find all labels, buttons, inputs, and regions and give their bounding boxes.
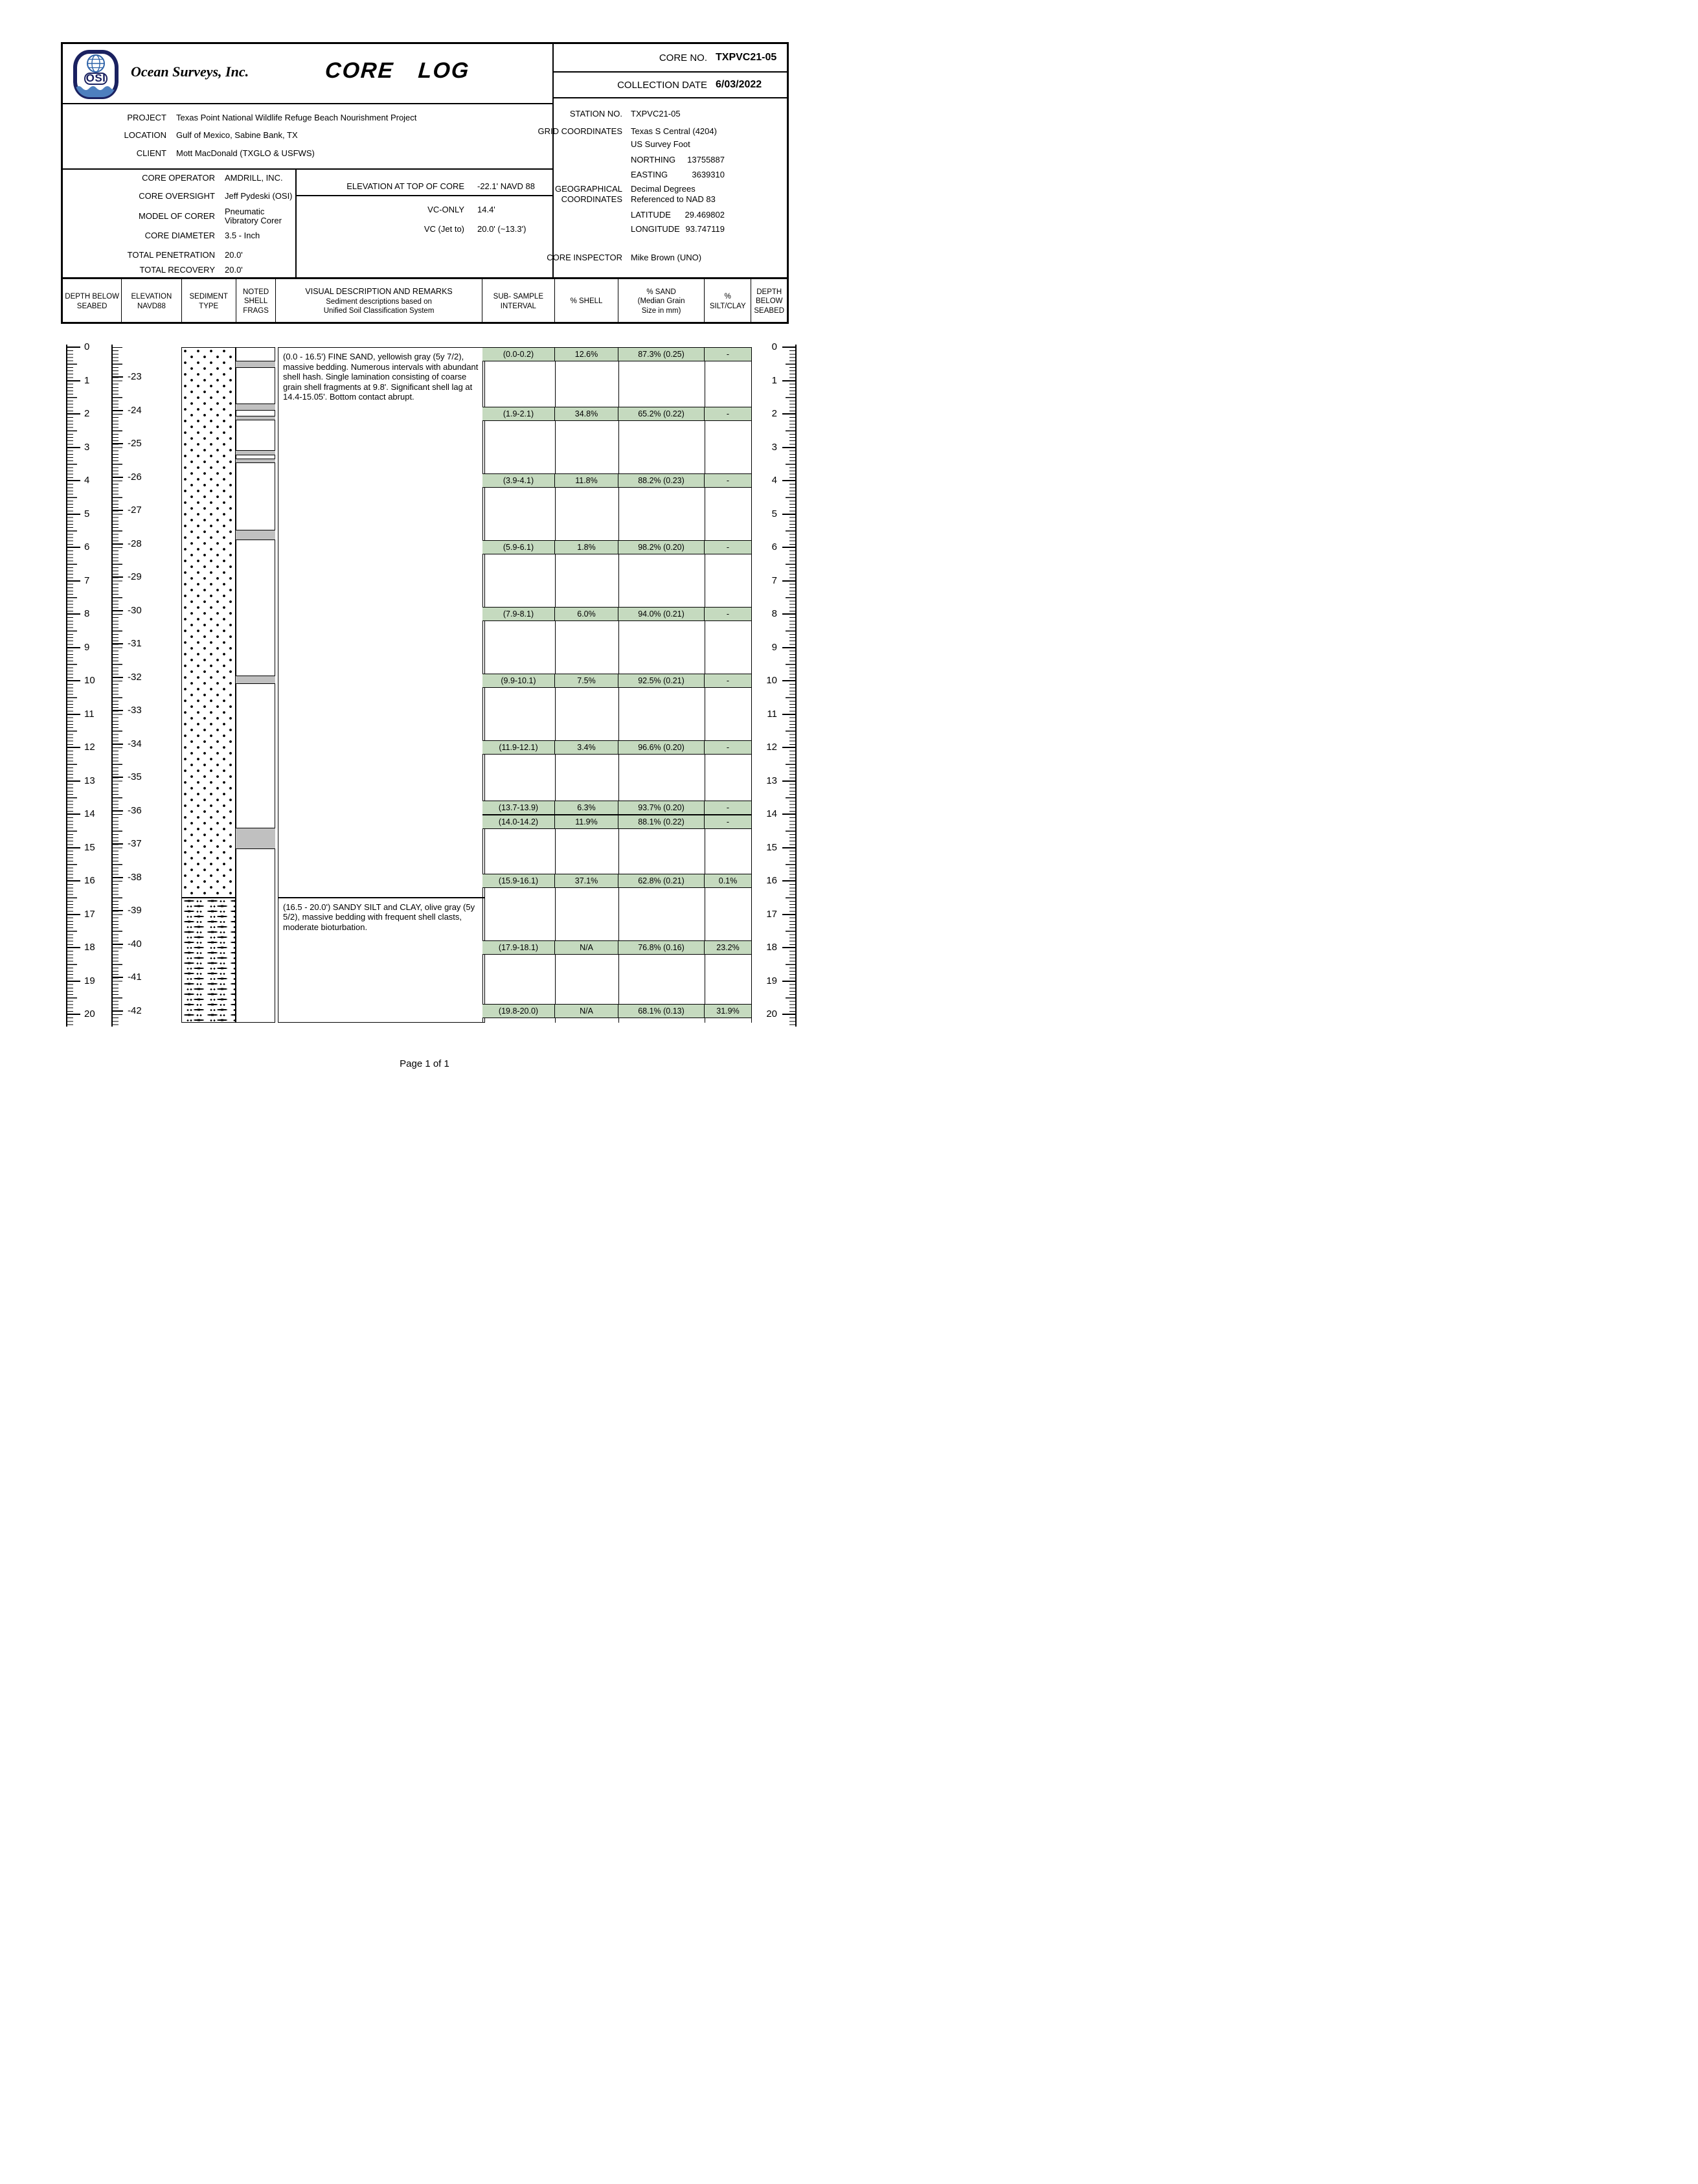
sample-shell-1: 12.6%	[555, 348, 618, 361]
core-diameter-label: CORE DIAMETER	[144, 231, 215, 240]
depth-right-tick-10	[782, 680, 795, 681]
depth-ruler-right-half-ticks	[786, 347, 795, 1025]
elevation-label--42: -42	[128, 1005, 142, 1017]
depth-left-label-15: 15	[84, 841, 95, 853]
sample-interval-12: (19.8-20.0)	[482, 1005, 555, 1018]
core-operator-label: CORE OPERATOR	[142, 173, 215, 183]
elevation-tick--42	[113, 1010, 123, 1012]
depth-left-tick-0	[67, 347, 80, 348]
osi-logo-icon	[72, 49, 120, 100]
depth-right-tick-7	[782, 580, 795, 582]
sample-interval-6: (9.9-10.1)	[482, 674, 555, 687]
column-header-row	[63, 277, 787, 324]
elevation-label--35: -35	[128, 771, 142, 783]
total-penetration-label: TOTAL PENETRATION	[127, 250, 215, 260]
elevation-tick--24	[113, 410, 123, 411]
sample-interval-5: (7.9-8.1)	[482, 608, 555, 620]
elevation-top-label: ELEVATION AT TOP OF CORE	[346, 181, 464, 191]
depth-right-label-16: 16	[766, 875, 777, 887]
depth-right-label-2: 2	[771, 408, 777, 420]
depth-ruler-right-baseline	[795, 345, 797, 1027]
model-of-corer-value-2: Vibratory Corer	[225, 216, 282, 225]
col-sediment: SEDIMENT TYPE	[182, 279, 236, 324]
depth-left-tick-5	[67, 514, 80, 515]
depth-right-label-3: 3	[771, 441, 777, 453]
depth-right-tick-1	[782, 380, 795, 381]
depth-left-tick-9	[67, 647, 80, 648]
depth-left-tick-6	[67, 547, 80, 548]
elevation-label--24: -24	[128, 405, 142, 416]
sample-shell-10: 37.1%	[555, 874, 618, 887]
depth-left-tick-15	[67, 847, 80, 848]
total-penetration-value: 20.0'	[225, 250, 243, 260]
depth-right-tick-14	[782, 813, 795, 815]
sample-row-7	[482, 740, 751, 755]
depth-left-label-11: 11	[84, 708, 95, 720]
depth-right-tick-5	[782, 514, 795, 515]
shell-band-6	[236, 530, 275, 540]
depth-right-label-10: 10	[766, 675, 777, 687]
depth-right-tick-8	[782, 613, 795, 615]
location-label: LOCATION	[124, 130, 166, 140]
core-oversight-label: CORE OVERSIGHT	[139, 191, 215, 201]
elevation-label--38: -38	[128, 872, 142, 883]
total-recovery-value: 20.0'	[225, 265, 243, 275]
sample-sand-1: 87.3% (0.25)	[618, 348, 705, 361]
depth-right-tick-19	[782, 981, 795, 982]
depth-left-tick-8	[67, 613, 80, 615]
collection-date-underline	[552, 97, 787, 98]
visual-description-2: (16.5 - 20.0') SANDY SILT and CLAY, olive gray (5y 5/2), massive bedding with frequent shell clasts, moderate bioturbation.	[278, 898, 485, 1023]
depth-right-label-6: 6	[771, 541, 777, 553]
collection-date-label: COLLECTION DATE	[617, 80, 707, 91]
company-name: Ocean Surveys, Inc.	[131, 63, 249, 80]
depth-left-label-14: 14	[84, 808, 95, 820]
sample-silt-2: -	[726, 409, 730, 418]
col-shell: % SHELL	[555, 279, 618, 324]
header-right-divider	[552, 44, 554, 277]
col-noted-shell: NOTED SHELL FRAGS	[236, 279, 277, 324]
sample-sand-9: 88.1% (0.22)	[618, 815, 705, 828]
depth-left-label-3: 3	[84, 441, 90, 453]
latitude-value: 29.469802	[685, 210, 725, 220]
depth-right-tick-4	[782, 480, 795, 481]
elevation-label--26: -26	[128, 472, 142, 483]
elevation-tick--25	[113, 443, 123, 444]
sample-silt-3: -	[726, 476, 730, 485]
elevation-ruler-half-ticks	[113, 347, 122, 1025]
northing-label: NORTHING	[631, 155, 676, 165]
depth-left-tick-17	[67, 914, 80, 915]
depth-left-label-1: 1	[84, 374, 90, 386]
depth-right-tick-13	[782, 780, 795, 782]
sample-row-5	[482, 607, 751, 621]
latitude-label: LATITUDE	[631, 210, 671, 220]
depth-right-tick-18	[782, 947, 795, 948]
project-value: Texas Point National Wildlife Refuge Beach Nourishment Project	[176, 113, 417, 122]
col-depth-right: DEPTH BELOW SEABED	[754, 288, 785, 315]
shell-band-2	[236, 404, 275, 411]
location-value: Gulf of Mexico, Sabine Bank, TX	[176, 130, 298, 140]
sample-shell-7: 3.4%	[555, 741, 618, 754]
depth-left-label-19: 19	[84, 975, 95, 986]
depth-left-tick-7	[67, 580, 80, 582]
vc-jet-label: VC (Jet to)	[424, 224, 464, 234]
depth-left-label-2: 2	[84, 408, 90, 420]
depth-right-tick-6	[782, 547, 795, 548]
depth-right-tick-16	[782, 880, 795, 882]
depth-left-label-13: 13	[84, 775, 95, 786]
total-recovery-label: TOTAL RECOVERY	[139, 265, 215, 275]
geographical-value-2: Referenced to NAD 83	[631, 194, 716, 204]
sample-interval-9: (14.0-14.2)	[482, 815, 555, 828]
longitude-label: LONGITUDE	[631, 224, 680, 234]
sample-shell-6: 7.5%	[555, 674, 618, 687]
core-no-value: TXPVC21-05	[716, 52, 777, 63]
elevation-tick--23	[113, 376, 123, 378]
depth-left-tick-16	[67, 880, 80, 882]
depth-left-tick-19	[67, 981, 80, 982]
sample-shell-4: 1.8%	[555, 541, 618, 554]
elevation-tick--39	[113, 910, 123, 911]
elevation-tick--31	[113, 643, 123, 644]
depth-left-tick-20	[67, 1014, 80, 1015]
elevation-tick--37	[113, 843, 123, 845]
sample-row-1	[482, 347, 751, 361]
client-row-underline	[63, 168, 552, 170]
depth-right-label-7: 7	[771, 574, 777, 586]
col-subsample: SUB- SAMPLE INTERVAL	[482, 279, 555, 324]
sample-table-vline-5	[751, 347, 752, 1023]
core-log-page	[0, 0, 849, 1092]
sample-silt-7: -	[726, 743, 730, 752]
depth-left-label-16: 16	[84, 875, 95, 887]
depth-right-label-1: 1	[771, 374, 777, 386]
depth-right-tick-0	[782, 347, 795, 348]
depth-right-label-20: 20	[766, 1008, 777, 1020]
sample-row-10	[482, 874, 751, 888]
sample-row-4	[482, 540, 751, 554]
sample-shell-11: N/A	[555, 941, 618, 954]
page-number: Page 1 of 1	[400, 1058, 449, 1069]
elevation-label--40: -40	[128, 938, 142, 950]
depth-left-label-9: 9	[84, 641, 90, 653]
elevation-tick--40	[113, 944, 123, 945]
depth-right-tick-12	[782, 747, 795, 748]
core-no-underline	[552, 71, 787, 73]
sample-sand-2: 65.2% (0.22)	[618, 407, 705, 420]
core-operator-value: AMDRILL, INC.	[225, 173, 283, 183]
header-box	[61, 42, 789, 324]
depth-right-label-17: 17	[766, 908, 777, 920]
depth-left-tick-13	[67, 780, 80, 782]
col-visual-description: VISUAL DESCRIPTION AND REMARKS Sediment descriptions based on Unified Soil Classification System	[276, 279, 482, 324]
depth-left-tick-2	[67, 413, 80, 415]
elevation-top-value: -22.1' NAVD 88	[477, 181, 535, 191]
station-no-value: TXPVC21-05	[631, 109, 681, 119]
col-depth-left: DEPTH BELOW SEABED	[63, 279, 122, 324]
depth-right-label-11: 11	[767, 708, 777, 720]
depth-right-label-15: 15	[766, 841, 777, 853]
sample-shell-12: N/A	[555, 1005, 618, 1018]
sample-sand-4: 98.2% (0.20)	[618, 541, 705, 554]
depth-right-tick-11	[782, 714, 795, 715]
sample-interval-1: (0.0-0.2)	[482, 348, 555, 361]
depth-left-tick-3	[67, 447, 80, 448]
depth-right-label-8: 8	[771, 608, 777, 620]
depth-left-label-7: 7	[84, 574, 90, 586]
elevation-tick--33	[113, 710, 123, 711]
sample-row-11	[482, 940, 751, 955]
depth-right-label-4: 4	[771, 475, 777, 486]
sample-silt-11: 23.2%	[716, 943, 740, 952]
depth-right-label-14: 14	[766, 808, 777, 820]
elevation-label--23: -23	[128, 371, 142, 383]
depth-left-label-4: 4	[84, 475, 90, 486]
shell-band-3	[236, 416, 275, 420]
sample-interval-7: (11.9-12.1)	[482, 741, 555, 754]
elevation-label--27: -27	[128, 505, 142, 516]
depth-right-label-13: 13	[766, 775, 777, 786]
sample-sand-5: 94.0% (0.21)	[618, 608, 705, 620]
visual-description-1: (0.0 - 16.5') FINE SAND, yellowish gray (5y 7/2), massive bedding. Numerous intervals with abundant shell hash. Single lamination consisting of coarse grain shell fragments at 9.8'. Significant shell lag at 14.4-15.05'. Bottom contact abrupt.	[278, 347, 485, 898]
depth-left-tick-10	[67, 680, 80, 681]
depth-right-tick-17	[782, 914, 795, 915]
depth-left-label-5: 5	[84, 508, 90, 519]
shell-band-5	[236, 459, 275, 463]
elevation-tick--34	[113, 744, 123, 745]
sample-row-12	[482, 1004, 751, 1018]
core-diameter-value: 3.5 - Inch	[225, 231, 260, 240]
elevation-label--37: -37	[128, 838, 142, 850]
depth-left-tick-18	[67, 947, 80, 948]
depth-ruler-left-half-ticks	[67, 347, 77, 1025]
elevation-box-divider	[295, 168, 297, 277]
sample-row-9	[482, 815, 751, 829]
shell-band-4	[236, 450, 275, 455]
elevation-tick--29	[113, 576, 123, 578]
collection-date-value: 6/03/2022	[716, 79, 762, 90]
client-label: CLIENT	[136, 148, 166, 158]
sample-sand-6: 92.5% (0.21)	[618, 674, 705, 687]
shell-band-8	[236, 828, 275, 849]
col-sand: % SAND (Median Grain Size in mm)	[618, 279, 705, 324]
core-oversight-value: Jeff Pydeski (OSI)	[225, 191, 293, 201]
depth-right-tick-2	[782, 413, 795, 415]
sample-shell-9: 11.9%	[555, 815, 618, 828]
sample-interval-2: (1.9-2.1)	[482, 407, 555, 420]
elevation-label--36: -36	[128, 805, 142, 817]
depth-right-label-0: 0	[771, 341, 777, 353]
easting-value: 3639310	[692, 170, 725, 179]
shell-band-1	[236, 361, 275, 368]
sample-shell-5: 6.0%	[555, 608, 618, 620]
depth-right-label-18: 18	[766, 942, 777, 953]
sample-silt-12: 31.9%	[716, 1006, 740, 1016]
elevation-tick--28	[113, 543, 123, 545]
sample-shell-2: 34.8%	[555, 407, 618, 420]
sample-sand-7: 96.6% (0.20)	[618, 741, 705, 754]
sample-interval-3: (3.9-4.1)	[482, 474, 555, 487]
elevation-label--28: -28	[128, 538, 142, 550]
sample-row-6	[482, 674, 751, 688]
vc-only-value: 14.4'	[477, 205, 495, 214]
elevation-tick--35	[113, 777, 123, 778]
col-silt-clay: % SILT/CLAY	[705, 279, 751, 324]
easting-label: EASTING	[631, 170, 668, 179]
sample-row-3	[482, 473, 751, 488]
sample-shell-8: 6.3%	[555, 801, 618, 814]
sediment-layer-siltclay	[181, 898, 236, 1023]
model-of-corer-label: MODEL OF CORER	[139, 211, 215, 221]
geographical-value-1: Decimal Degrees	[631, 184, 696, 194]
sample-interval-4: (5.9-6.1)	[482, 541, 555, 554]
elevation-label--32: -32	[128, 672, 142, 683]
sample-silt-4: -	[726, 543, 730, 552]
elevation-label--29: -29	[128, 571, 142, 583]
grid-coordinates-label: GRID COORDINATES	[538, 126, 622, 136]
core-inspector-label: CORE INSPECTOR	[547, 253, 622, 262]
vc-jet-value: 20.0' (~13.3')	[477, 224, 526, 234]
depth-right-tick-20	[782, 1014, 795, 1015]
col-elevation: ELEVATION NAVD88	[122, 279, 181, 324]
depth-right-label-19: 19	[766, 975, 777, 986]
depth-right-label-9: 9	[771, 641, 777, 653]
sample-shell-3: 11.8%	[555, 474, 618, 487]
osi-logo	[72, 49, 120, 103]
depth-left-label-12: 12	[84, 742, 95, 753]
depth-left-label-20: 20	[84, 1008, 95, 1020]
depth-left-tick-12	[67, 747, 80, 748]
depth-right-tick-9	[782, 647, 795, 648]
elevation-tick--26	[113, 477, 123, 478]
depth-right-tick-15	[782, 847, 795, 848]
elevation-tick--36	[113, 810, 123, 812]
depth-right-tick-3	[782, 447, 795, 448]
core-no-label: CORE NO.	[659, 52, 707, 63]
vc-only-label: VC-ONLY	[427, 205, 464, 214]
grid-coordinates-value-2: US Survey Foot	[631, 139, 690, 149]
sample-sand-12: 68.1% (0.13)	[618, 1005, 705, 1018]
elevation-label--25: -25	[128, 438, 142, 449]
sample-silt-8: -	[726, 802, 730, 812]
depth-left-tick-4	[67, 480, 80, 481]
elevation-tick--30	[113, 610, 123, 611]
sample-interval-8: (13.7-13.9)	[482, 801, 555, 814]
sample-interval-11: (17.9-18.1)	[482, 941, 555, 954]
depth-left-label-8: 8	[84, 608, 90, 620]
sample-silt-1: -	[726, 350, 730, 359]
depth-left-label-0: 0	[84, 341, 90, 353]
sample-interval-10: (15.9-16.1)	[482, 874, 555, 887]
elevation-label--30: -30	[128, 605, 142, 617]
sample-sand-11: 76.8% (0.16)	[618, 941, 705, 954]
depth-left-label-10: 10	[84, 675, 95, 687]
sample-sand-10: 62.8% (0.21)	[618, 874, 705, 887]
sediment-layer-sand	[181, 347, 236, 898]
depth-left-label-6: 6	[84, 541, 90, 553]
sample-row-8	[482, 801, 751, 815]
depth-left-label-18: 18	[84, 942, 95, 953]
elevation-label--41: -41	[128, 972, 142, 983]
depth-left-label-17: 17	[84, 908, 95, 920]
depth-left-tick-14	[67, 813, 80, 815]
longitude-value: 93.747119	[685, 224, 725, 234]
sample-sand-3: 88.2% (0.23)	[618, 474, 705, 487]
geographical-label-1: GEOGRAPHICAL	[554, 184, 622, 194]
elevation-tick--38	[113, 877, 123, 878]
sample-silt-5: -	[726, 609, 730, 619]
core-inspector-value: Mike Brown (UNO)	[631, 253, 702, 262]
elevation-label--34: -34	[128, 738, 142, 750]
sample-silt-10: 0.1%	[718, 876, 738, 885]
sample-sand-8: 93.7% (0.20)	[618, 801, 705, 814]
geographical-label-2: COORDINATES	[561, 194, 622, 204]
project-label: PROJECT	[127, 113, 166, 122]
elevation-tick--41	[113, 977, 123, 978]
page-title: CORE LOG	[324, 58, 471, 83]
depth-left-tick-1	[67, 380, 80, 381]
logo-row-underline	[63, 103, 552, 104]
shell-frags-column	[236, 347, 275, 1023]
grid-coordinates-value-1: Texas S Central (4204)	[631, 126, 717, 136]
elevation-tick--32	[113, 677, 123, 678]
depth-right-label-12: 12	[766, 742, 777, 753]
elevation-label--39: -39	[128, 905, 142, 916]
depth-left-tick-11	[67, 714, 80, 715]
sample-silt-9: -	[726, 817, 730, 826]
sample-row-2	[482, 407, 751, 421]
model-of-corer-value-1: Pneumatic	[225, 207, 265, 216]
depth-right-label-5: 5	[771, 508, 777, 519]
sample-silt-6: -	[726, 676, 730, 685]
elevation-label--33: -33	[128, 705, 142, 716]
core-log-graphic	[61, 341, 789, 1023]
station-no-label: STATION NO.	[569, 109, 622, 119]
northing-value: 13755887	[687, 155, 725, 165]
elevation-tick--27	[113, 510, 123, 511]
shell-band-7	[236, 676, 275, 684]
elevation-label--31: -31	[128, 638, 142, 650]
client-value: Mott MacDonald (TXGLO & USFWS)	[176, 148, 315, 158]
svg-text:OSI: OSI	[85, 72, 106, 84]
